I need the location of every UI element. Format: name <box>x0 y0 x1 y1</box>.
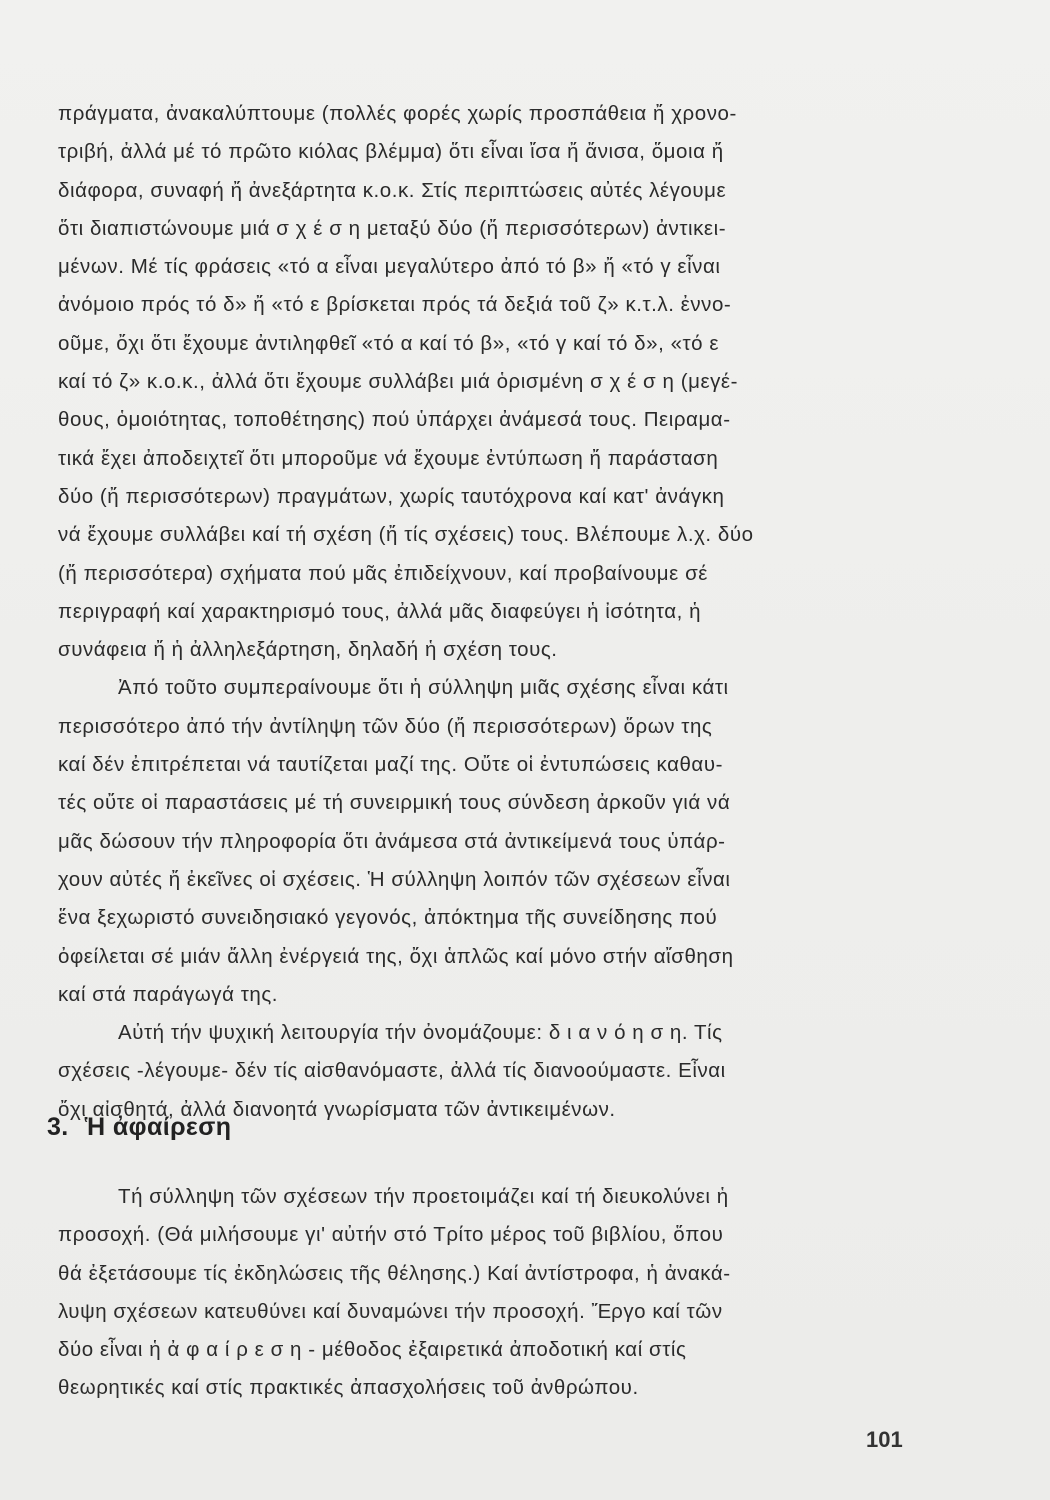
text-line: σχέσεις -λέγουμε- δέν τίς αἰσθανόμαστε, ἀλλά τίς διανοούμαστε. Εἶναι <box>58 1059 726 1083</box>
text-line: νά ἔχουμε συλλάβει καί τή σχέση (ἤ τίς σχέσεις) τους. Βλέπουμε λ.χ. δύο <box>58 523 754 547</box>
body-text-upper <box>58 95 918 1129</box>
text-line: μένων. Μέ τίς φράσεις «τό α εἶναι μεγαλύτερο ἀπό τό β» ἤ «τό γ εἶναι <box>58 255 721 279</box>
text-line: χουν αὐτές ἤ ἐκεῖνες οἱ σχέσεις. Ἡ σύλληψη λοιπόν τῶν σχέσεων εἶναι <box>58 867 731 891</box>
paragraph-thinking-definition <box>58 1014 918 1129</box>
text-line: πράγματα, ἀνακαλύπτουμε (πολλές φορές χωρίς προσπάθεια ἤ χρονο- <box>58 102 737 125</box>
text-line: καί στά παράγωγά της. <box>58 982 279 1006</box>
text-line: συνάφεια ἤ ἡ ἀλληλεξάρτηση, δηλαδή ἡ σχέση τους. <box>58 638 558 662</box>
text-line: καί δέν ἐπιτρέπεται νά ταυτίζεται μαζί της. Οὔτε οἱ ἐντυπώσεις καθαυ- <box>58 753 723 777</box>
text-line: διάφορα, συναφή ἤ ἀνεξάρτητα κ.ο.κ. Στίς περιπτώσεις αὐτές λέγουμε <box>58 178 727 202</box>
text-line: δύο (ἤ περισσότερων) πραγμάτων, χωρίς ταυτόχρονα καί κατ' ἀνάγκη <box>58 484 725 508</box>
text-line: καί τό ζ» κ.ο.κ., ἀλλά ὅτι ἔχουμε συλλάβει μιά ὁρισμένη σ χ έ σ η (μεγέ- <box>58 370 738 394</box>
text-line: ὅτι διαπιστώνουμε μιά σ χ έ σ η μεταξύ δύο (ἤ περισσότερων) ἀντικει- <box>58 216 727 240</box>
body-text-lower <box>58 1178 918 1408</box>
text-line: περιγραφή καί χαρακτηρισμό τους, ἀλλά μᾶς διαφεύγει ἡ ἰσότητα, ἡ <box>58 599 702 623</box>
text-line: (ἤ περισσότερα) σχήματα πού μᾶς ἐπιδείχνουν, καί προβαίνουμε σέ <box>58 561 708 585</box>
text-line: περισσότερο ἀπό τήν ἀντίληψη τῶν δύο (ἤ περισσότερων) ὅρων της <box>58 714 713 738</box>
section-number: 3. <box>47 1113 69 1141</box>
text-line: τριβή, ἀλλά μέ τό πρῶτο κιόλας βλέμμα) ὅτι εἶναι ἴσα ἤ ἄνισα, ὅμοια ἤ <box>58 140 724 164</box>
text-line: θους, ὁμοιότητας, τοποθέτησης) πού ὑπάρχει ἀνάμεσά τους. Πειραμα- <box>58 408 731 432</box>
text-line: οῦμε, ὄχι ὅτι ἔχουμε ἀντιληφθεῖ «τό α καί τό β», «τό γ καί τό δ», «τό ε <box>58 331 720 355</box>
text-line: θεωρητικές καί στίς πρακτικές ἀπασχολήσεις τοῦ ἀνθρώπου. <box>58 1376 639 1400</box>
page-number: 101 <box>866 1427 903 1452</box>
text-line: τικά ἔχει ἀποδειχτεῖ ὅτι μποροῦμε νά ἔχουμε ἐντύπωση ἤ παράσταση <box>58 446 719 470</box>
text-line: ὄχι αἰσθητά, ἀλλά διανοητά γνωρίσματα τῶν ἀντικειμένων. <box>58 1097 616 1121</box>
paragraph-abstraction <box>58 1178 918 1408</box>
text-line: λυψη σχέσεων κατευθύνει καί δυναμώνει τήν προσοχή. Ἔργο καί τῶν <box>58 1299 723 1323</box>
text-line: προσοχή. (Θά μιλήσουμε γι' αὐτήν στό Τρίτο μέρος τοῦ βιβλίου, ὅπου <box>58 1223 724 1247</box>
text-line: ἀνόμοιο πρός τό δ» ἤ «τό ε βρίσκεται πρός τά δεξιά τοῦ ζ» κ.τ.λ. ἐννο- <box>58 293 732 317</box>
text-line: μᾶς δώσουν τήν πληροφορία ὅτι ἀνάμεσα στά ἀντικείμενά τους ὑπάρ- <box>58 829 726 853</box>
paragraph-relations-perception <box>58 95 918 669</box>
paragraph-conception-of-relations <box>58 669 918 1014</box>
text-line: Τή σύλληψη τῶν σχέσεων τήν προετοιμάζει καί τή διευκολύνει ἡ <box>118 1185 729 1208</box>
text-line: ὀφείλεται σέ μιάν ἄλλη ἐνέργειά της, ὄχι ἁπλῶς καί μόνο στήν αἴσθηση <box>58 944 734 968</box>
text-line: δύο εἶναι ἡ ἀ φ α ί ρ ε σ η - μέθοδος ἐξαιρετικά ἀποδοτική καί στίς <box>58 1338 687 1362</box>
text-line: τές οὔτε οἱ παραστάσεις μέ τή συνειρμική τους σύνδεση ἀρκοῦν γιά νά <box>58 791 731 815</box>
section-title: Ἡ ἀφαίρεση <box>84 1113 232 1141</box>
text-line: θά ἐξετάσουμε τίς ἐκδηλώσεις τῆς θέλησης.) Καί ἀντίστροφα, ἡ ἀνακά- <box>58 1261 731 1285</box>
text-line: ἕνα ξεχωριστό συνειδησιακό γεγονός, ἀπόκτημα τῆς συνείδησης πού <box>58 906 718 930</box>
text-line: Ἀπό τοῦτο συμπεραίνουμε ὅτι ἡ σύλληψη μιᾶς σχέσης εἶναι κάτι <box>118 676 729 700</box>
text-line: Αὐτή τήν ψυχική λειτουργία τήν ὀνομάζουμε: δ ι α ν ό η σ η. Τίς <box>118 1021 723 1045</box>
section-heading <box>47 1113 231 1142</box>
